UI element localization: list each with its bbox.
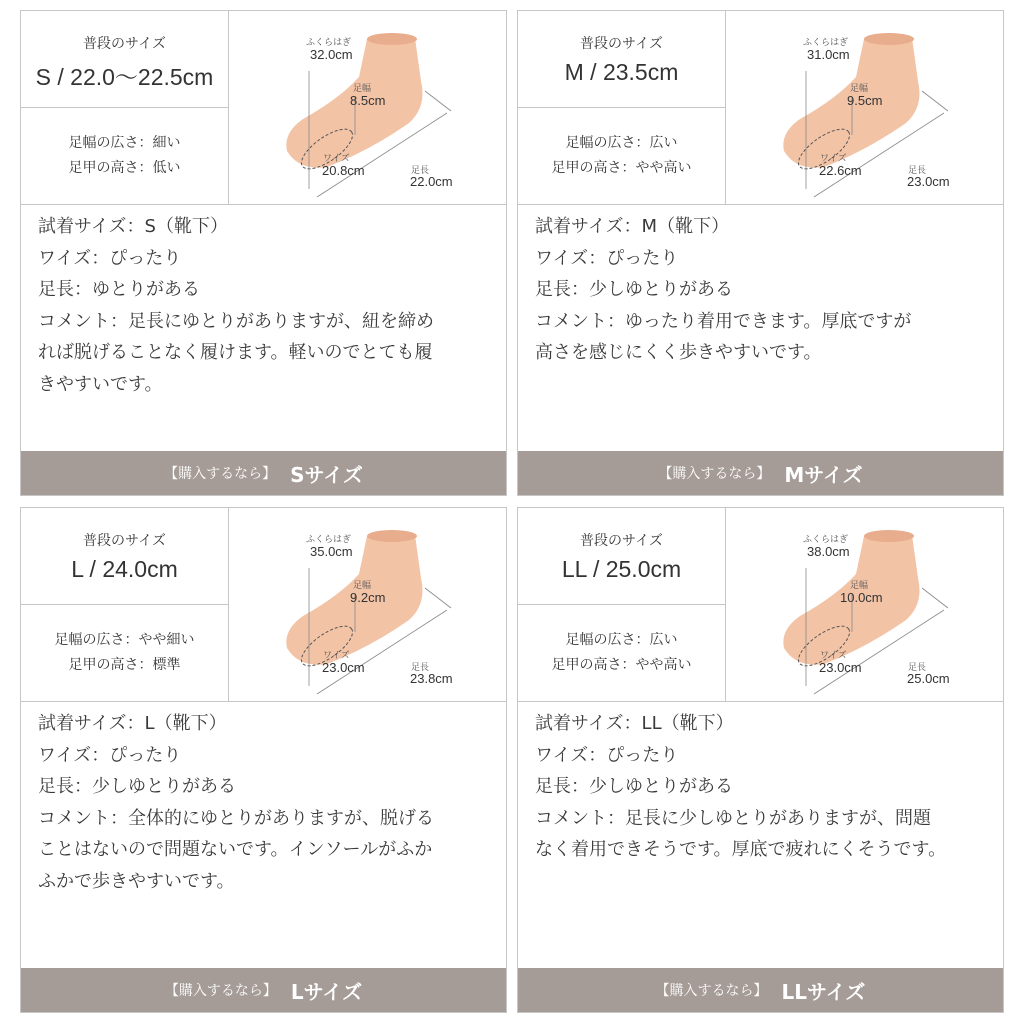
usual-size-label: 普段のサイズ bbox=[83, 36, 166, 52]
buy-size-text: Mサイズ bbox=[784, 462, 863, 487]
comment-line: 高さを感じにくく歩きやすいです。 bbox=[535, 342, 822, 363]
fitting-comment bbox=[535, 708, 993, 866]
size-card-l bbox=[20, 507, 507, 1013]
length-value: 25.0cm bbox=[907, 671, 950, 686]
width-value: 10.0cm bbox=[840, 590, 883, 605]
length-tick bbox=[425, 588, 451, 608]
foot-diagram bbox=[726, 508, 1005, 701]
length-value: 22.0cm bbox=[410, 174, 453, 189]
calf-label: ふくらはぎ bbox=[803, 534, 849, 544]
length-value: 23.8cm bbox=[410, 671, 453, 686]
usual-size-box bbox=[21, 11, 228, 108]
size-card-s bbox=[20, 10, 507, 496]
foot-shape-info bbox=[518, 605, 725, 701]
wise-label: ワイズ bbox=[820, 650, 847, 660]
comment-line: 足長：少しゆとりがある bbox=[38, 776, 236, 797]
buy-size-bar[interactable] bbox=[518, 968, 1003, 1012]
foot-shape-info bbox=[21, 108, 228, 204]
buy-size-text: LLサイズ bbox=[781, 979, 866, 1004]
fitting-comment bbox=[38, 708, 496, 897]
buy-size-text: Lサイズ bbox=[290, 979, 363, 1004]
buy-size-bar[interactable] bbox=[21, 451, 506, 495]
wise-value: 23.0cm bbox=[819, 660, 862, 675]
calf-label: ふくらはぎ bbox=[306, 37, 352, 47]
comment-line: コメント：全体的にゆとりがありますが、脱げる bbox=[38, 807, 434, 829]
comment-line: 試着サイズ：LL（靴下） bbox=[535, 713, 734, 734]
card-top bbox=[518, 11, 1003, 205]
buy-size-bar[interactable] bbox=[21, 968, 506, 1012]
comment-line: ワイズ：ぴったり bbox=[535, 744, 679, 766]
wise-label: ワイズ bbox=[323, 153, 350, 163]
card-left-info bbox=[518, 508, 726, 701]
wise-label: ワイズ bbox=[820, 153, 847, 163]
comment-line: ことはないので問題ないです。インソールがふか bbox=[38, 839, 433, 860]
usual-size-label: 普段のサイズ bbox=[580, 36, 663, 52]
instep-height-text: 足甲の高さ：やや高い bbox=[551, 160, 692, 176]
comment-line: ワイズ：ぴったり bbox=[38, 744, 182, 766]
wise-label: ワイズ bbox=[323, 650, 350, 660]
comment-line: ふかで歩きやすいです。 bbox=[38, 870, 235, 892]
buy-lead-text: 【購入するなら】 bbox=[658, 466, 771, 482]
usual-size-label: 普段のサイズ bbox=[83, 533, 166, 549]
comment-line: 足長：少しゆとりがある bbox=[535, 776, 733, 797]
length-label: 足長 bbox=[908, 165, 927, 175]
instep-height-text: 足甲の高さ：標準 bbox=[68, 657, 181, 673]
calf-value: 31.0cm bbox=[807, 47, 850, 62]
width-value: 8.5cm bbox=[350, 93, 386, 108]
buy-size-bar[interactable] bbox=[518, 451, 1003, 495]
usual-size-value: LL / 25.0cm bbox=[561, 556, 682, 582]
comment-line: れば脱げることなく履けます。軽いのでとても履 bbox=[38, 342, 433, 363]
card-left-info bbox=[518, 11, 726, 204]
width-label: 足幅 bbox=[353, 83, 372, 93]
instep-height-text: 足甲の高さ：やや高い bbox=[551, 657, 692, 673]
calf-value: 32.0cm bbox=[310, 47, 353, 62]
length-tick bbox=[425, 91, 451, 111]
calf-top bbox=[367, 530, 417, 542]
comment-line: コメント：ゆったり着用できます。厚底ですが bbox=[535, 310, 912, 332]
buy-lead-text: 【購入するなら】 bbox=[164, 983, 277, 999]
calf-label: ふくらはぎ bbox=[306, 534, 352, 544]
comment-line: コメント：足長にゆとりがありますが、紐を締め bbox=[38, 310, 434, 332]
length-label: 足長 bbox=[908, 662, 927, 672]
comment-line: コメント：足長に少しゆとりがありますが、問題 bbox=[535, 807, 931, 829]
calf-top bbox=[864, 33, 914, 45]
comment-line: なく着用できそうです。厚底で疲れにくそうです。 bbox=[535, 839, 947, 860]
comment-line: 試着サイズ：M（靴下） bbox=[535, 216, 730, 237]
length-value: 23.0cm bbox=[907, 174, 950, 189]
length-label: 足長 bbox=[411, 662, 430, 672]
usual-size-value: M / 23.5cm bbox=[564, 59, 679, 85]
width-value: 9.5cm bbox=[847, 93, 883, 108]
width-label: 足幅 bbox=[850, 580, 869, 590]
card-top bbox=[21, 11, 506, 205]
usual-size-value: L / 24.0cm bbox=[71, 556, 178, 582]
comment-line: 足長：ゆとりがある bbox=[38, 279, 200, 300]
wise-value: 23.0cm bbox=[322, 660, 365, 675]
fitting-comment bbox=[38, 211, 496, 400]
fitting-comment bbox=[535, 211, 993, 369]
foot-diagram bbox=[229, 508, 508, 701]
usual-size-value: S / 22.0〜22.5cm bbox=[35, 64, 214, 90]
length-label: 足長 bbox=[411, 165, 430, 175]
wise-value: 20.8cm bbox=[322, 163, 365, 178]
comment-line: 足長：少しゆとりがある bbox=[535, 279, 733, 300]
buy-lead-text: 【購入するなら】 bbox=[164, 466, 277, 482]
comment-line: ワイズ：ぴったり bbox=[535, 247, 679, 269]
foot-shape-info bbox=[518, 108, 725, 204]
card-left-info bbox=[21, 11, 229, 204]
calf-top bbox=[367, 33, 417, 45]
foot-width-text: 足幅の広さ：やや細い bbox=[54, 632, 195, 648]
card-top bbox=[518, 508, 1003, 702]
foot-diagram bbox=[229, 11, 508, 204]
size-card-ll bbox=[517, 507, 1004, 1013]
buy-lead-text: 【購入するなら】 bbox=[655, 983, 768, 999]
calf-value: 38.0cm bbox=[807, 544, 850, 559]
card-top bbox=[21, 508, 506, 702]
calf-label: ふくらはぎ bbox=[803, 37, 849, 47]
usual-size-box bbox=[21, 508, 228, 605]
wise-value: 22.6cm bbox=[819, 163, 862, 178]
comment-line: 試着サイズ：L（靴下） bbox=[38, 713, 227, 734]
width-label: 足幅 bbox=[850, 83, 869, 93]
foot-width-text: 足幅の広さ：細い bbox=[68, 135, 181, 151]
length-tick bbox=[922, 588, 948, 608]
instep-height-text: 足甲の高さ：低い bbox=[68, 160, 181, 176]
usual-size-box bbox=[518, 508, 725, 605]
calf-value: 35.0cm bbox=[310, 544, 353, 559]
width-label: 足幅 bbox=[353, 580, 372, 590]
foot-shape-info bbox=[21, 605, 228, 701]
foot-diagram bbox=[726, 11, 1005, 204]
comment-line: ワイズ：ぴったり bbox=[38, 247, 182, 269]
foot-width-text: 足幅の広さ：広い bbox=[565, 632, 678, 648]
width-value: 9.2cm bbox=[350, 590, 386, 605]
foot-width-text: 足幅の広さ：広い bbox=[565, 135, 678, 151]
calf-top bbox=[864, 530, 914, 542]
usual-size-label: 普段のサイズ bbox=[580, 533, 663, 549]
length-tick bbox=[922, 91, 948, 111]
size-card-m bbox=[517, 10, 1004, 496]
usual-size-box bbox=[518, 11, 725, 108]
card-left-info bbox=[21, 508, 229, 701]
comment-line: きやすいです。 bbox=[38, 373, 163, 395]
buy-size-text: Sサイズ bbox=[290, 462, 363, 487]
comment-line: 試着サイズ：S（靴下） bbox=[38, 216, 228, 237]
